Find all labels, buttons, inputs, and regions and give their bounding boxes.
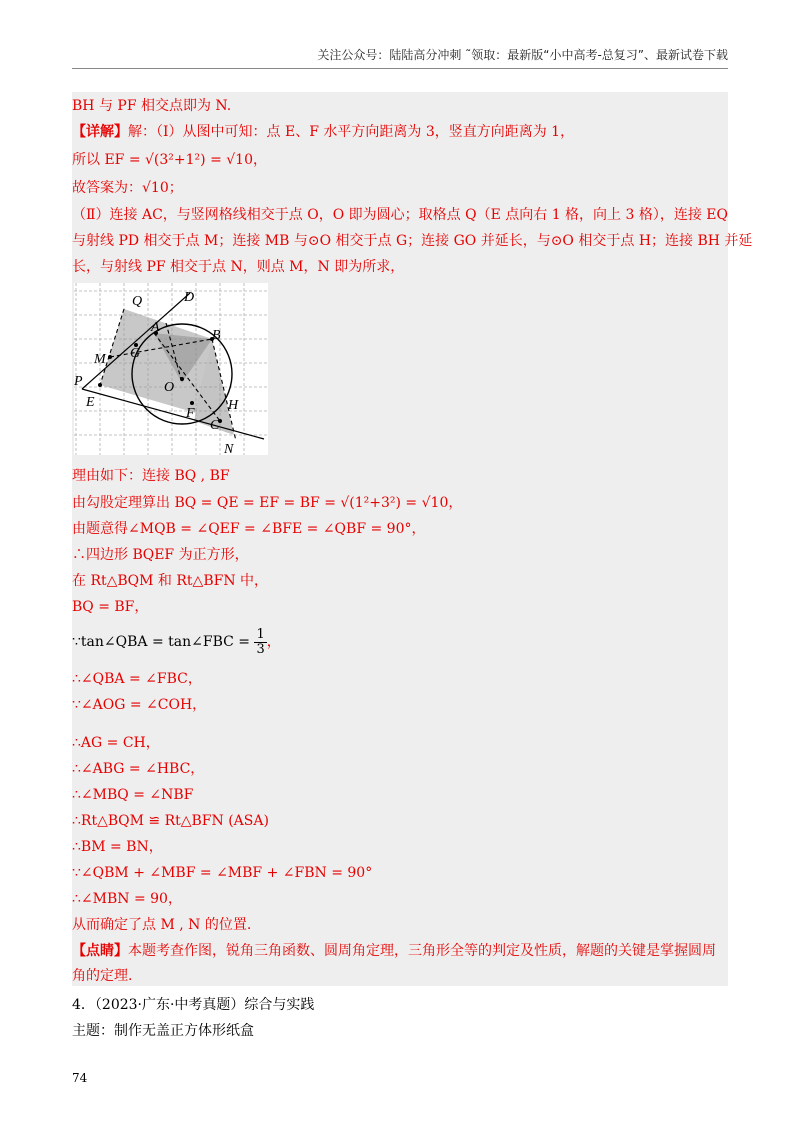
header-divider: [72, 68, 728, 69]
line-10: 由题意得∠MQB = ∠QEF = ∠BFE = ∠QBF = 90°，: [72, 521, 426, 537]
page-number: 74: [72, 1071, 88, 1085]
line-18: ∴∠ABG = ∠HBC，: [72, 761, 205, 777]
line-14-text: ∵tan∠QBA = tan∠FBC =: [72, 634, 251, 650]
line-2: [72, 122, 574, 142]
line-17: ∴AG = CH，: [72, 735, 160, 751]
label-b: B: [212, 328, 221, 343]
label-o: O: [164, 380, 175, 395]
geometry-figure: [74, 283, 268, 455]
fraction-denominator: 3: [256, 641, 265, 657]
label-g: G: [130, 346, 141, 361]
fraction-one-third: [254, 628, 266, 657]
label-h: H: [228, 398, 239, 413]
label-q: Q: [132, 294, 143, 309]
line-16: ∵∠AOG = ∠COH，: [72, 697, 207, 713]
line-23: ∴∠MBN = 90，: [72, 891, 182, 907]
line-22: ∵∠QBM + ∠MBF = ∠MBF + ∠FBN = 90°: [72, 865, 373, 881]
page-header: 关注公众号：陆陆高分冲刺 ˜领取：最新版“小中高考-总复习”、最新试卷下载: [317, 48, 728, 62]
line-8: 理由如下：连接 BQ , BF: [72, 468, 230, 484]
label-p: P: [74, 374, 83, 389]
line-14-end: ，: [266, 634, 281, 650]
line-11: ∴四边形 BQEF 为正方形，: [72, 547, 249, 563]
line-12: 在 Rt△BQM 和 Rt△BFN 中，: [72, 573, 269, 589]
label-f: F: [186, 406, 195, 421]
line-4: 故答案为：√10；: [72, 180, 183, 196]
label-n: N: [224, 442, 234, 455]
fraction-numerator: 1: [256, 626, 265, 642]
label-e: E: [86, 395, 95, 410]
label-c: C: [210, 418, 220, 433]
line-5: （Ⅱ）连接 AC，与竖网格线相交于点 O，O 即为圆心；取格点 Q（E 点向右 1 格，向上 3 格），连接 EQ: [72, 207, 729, 223]
line-15: ∴∠QBA = ∠FBC，: [72, 671, 202, 687]
line-13: BQ = BF，: [72, 599, 149, 615]
solution-block: [72, 92, 728, 986]
line-14: [72, 626, 281, 658]
label-d: D: [184, 290, 195, 305]
detail-tag: 【详解】: [72, 124, 128, 140]
label-a: A: [151, 320, 160, 335]
line-3: 所以 EF = √(3²+1²) = √10，: [72, 152, 267, 168]
line-9: 由勾股定理算出 BQ = QE = EF = BF = √(1²+3²) = √10，: [72, 495, 463, 511]
label-m: M: [94, 352, 106, 367]
question-4-theme: 主题：制作无盖正方体形纸盒: [72, 1023, 254, 1039]
line-2-text: 解：（Ⅰ）从图中可知：点 E、F 水平方向距离为 3，竖直方向距离为 1，: [128, 124, 575, 140]
line-1: BH 与 PF 相交点即为 N.: [72, 98, 232, 114]
key-point-tag: 【点睛】: [72, 943, 128, 959]
line-26: 角的定理.: [72, 968, 133, 984]
line-21: ∴BM = BN，: [72, 839, 163, 855]
question-4-title: 4．（2023·广东·中考真题）综合与实践: [72, 997, 315, 1013]
line-19: ∴∠MBQ = ∠NBF: [72, 787, 194, 803]
line-25-text: 本题考查作图，锐角三角函数、圆周角定理，三角形全等的判定及性质，解题的关键是掌握圆周: [128, 943, 716, 959]
line-25: [72, 941, 716, 961]
line-7: 长，与射线 PF 相交于点 N，则点 M，N 即为所求，: [72, 259, 405, 275]
line-6: 与射线 PD 相交于点 M；连接 MB 与⊙O 相交于点 G；连接 GO 并延长，与⊙O 相交于点 H；连接 BH 并延: [72, 233, 753, 249]
line-20: ∴Rt△BQM ≌ Rt△BFN (ASA): [72, 813, 269, 829]
line-24: 从而确定了点 M , N 的位置.: [72, 917, 252, 933]
